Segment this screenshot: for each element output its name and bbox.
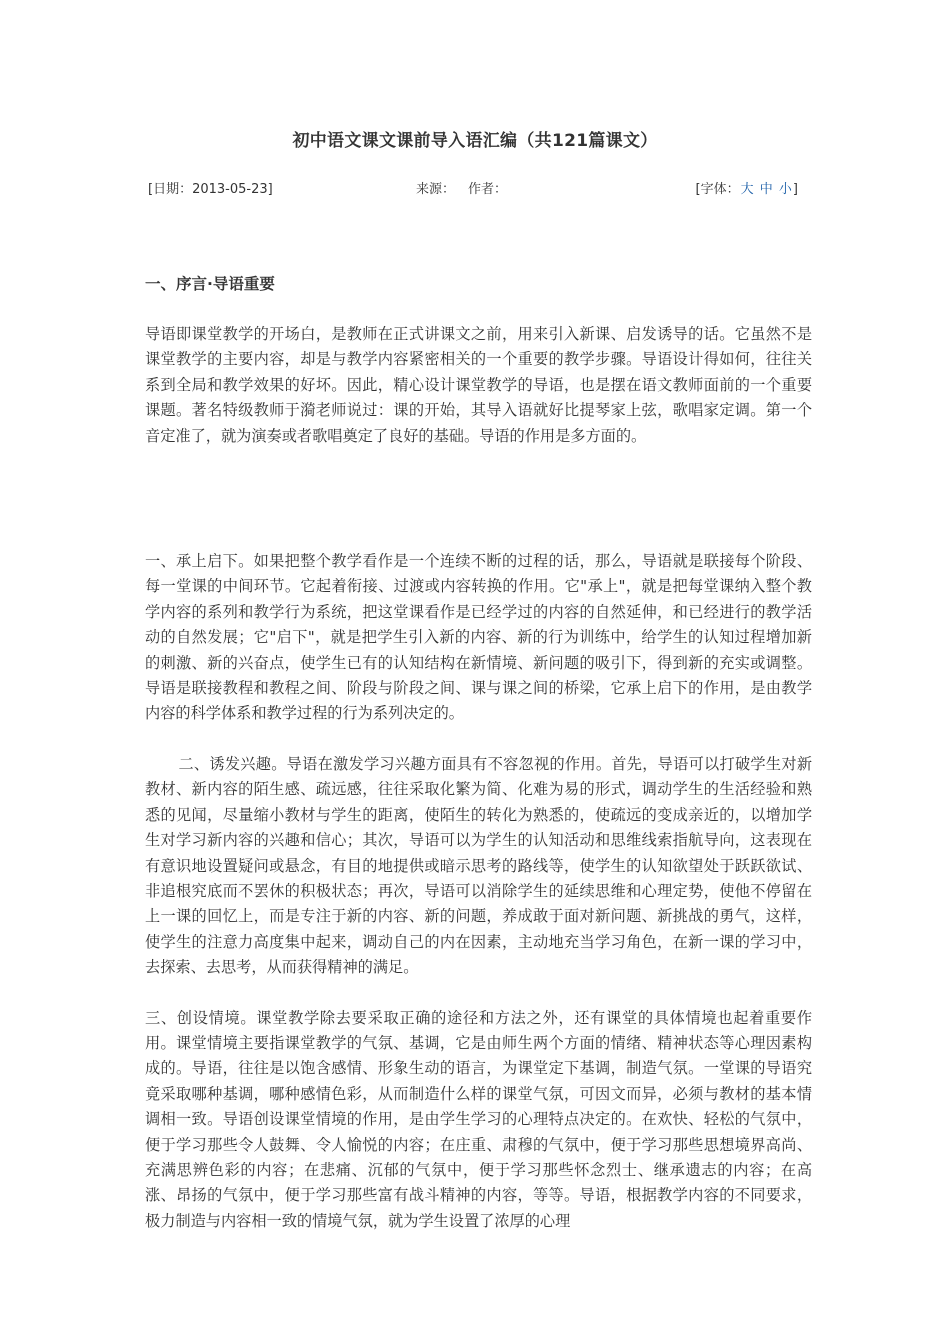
paragraph-three: 三、创设情境。课堂教学除去要采取正确的途径和方法之外，还有课堂的具体情境也起着重要作用。课堂情境主要指课堂教学的气氛、基调，它是由师生两个方面的情绪、精神状态等心理因素构成的。导语，往往是以饱含感情、形象生动的语言，为课堂定下基调，制造气氛。一堂课的导语究竟采取哪种基调，哪种感情色彩，从而制造什么样的课堂气氛，可因文而异，必须与教材的基本情调相一致。导语创设课堂情境的作用，是由学生学习的心理特点决定的。在欢快、轻松的气氛中，便于学习那些令人鼓舞、令人愉悦的内容；在庄重、肃穆的气氛中，便于学习那些思想境界高尚、充满思辨色彩的内容；在悲痛、沉郁的气氛中，便于学习那些怀念烈士、继承遗志的内容；在高涨、昂扬的气氛中，便于学习那些富有战斗精神的内容，等等。导语，根据教学内容的不同要求，极力制造与内容相一致的情境气氛，就为学生设置了浓厚的心理 bbox=[145, 1008, 812, 1230]
page-title: 初中语文课文课前导入语汇编（共121篇课文） bbox=[292, 131, 658, 151]
paragraph-one: 一、承上启下。如果把整个教学看作是一个连续不断的过程的话，那么，导语就是联接每个阶段、每一堂课的中间环节。它起着衔接、过渡或内容转换的作用。它"承上"，就是把每堂课纳入整个教学内容的系列和教学行为系统，把这堂课看作是已经学过的内容的自然延伸，和已经进行的教学活动的自然发展；它"启下"，就是把学生引入新的内容、新的行为训练中，给学生的认知过程增加新的刺激、新的兴奋点，使学生已有的认知结构在新情境、新问题的吸引下，得到新的充实或调整。导语是联接教程和教程之间、阶段与阶段之间、课与课之间的桥梁，它承上启下的作用，是由教学内容的科学体系和教学过程的行为系列决定的。 bbox=[145, 552, 812, 723]
paragraph-intro: 导语即课堂教学的开场白，是教师在正式讲课文之前，用来引入新课、启发诱导的话。它虽然不是课堂教学的主要内容，却是与教学内容紧密相关的一个重要的教学步骤。导语设计得如何，往往关系到全局和教学效果的好坏。因此，精心设计课堂教学的导语，也是摆在语文教师面前的一个重要课题。著名特级教师于漪老师说过：课的开始，其导入语就好比提琴家上弦，歌唱家定调。第一个音定准了，就为演奏或者歌唱奠定了良好的基础。导语的作用是多方面的。 bbox=[145, 325, 812, 445]
font-size-small-link[interactable]: 小 bbox=[778, 182, 792, 197]
font-size-medium-link[interactable]: 中 bbox=[759, 182, 773, 197]
font-size-large-link[interactable]: 大 bbox=[740, 182, 754, 197]
section-heading: 一、序言·导语重要 bbox=[145, 275, 275, 293]
font-size-suffix: ] bbox=[792, 182, 798, 197]
font-size-selector bbox=[696, 178, 798, 197]
article-meta bbox=[148, 178, 808, 198]
article-body bbox=[145, 272, 812, 1234]
source-label: 来源： bbox=[416, 182, 456, 197]
paragraph-two: 二、诱发兴趣。导语在激发学习兴趣方面具有不容忽视的作用。首先，导语可以打破学生对新教材、新内容的陌生感、疏远感，往往采取化繁为简、化难为易的形式，调动学生的生活经验和熟悉的见闻，尽量缩小教材与学生的距离，使陌生的转化为熟悉的，使疏远的变成亲近的，以增加学生对学习新内容的兴趣和信心；其次，导语可以为学生的认知活动和思维线索指航导向，这表现在有意识地设置疑问或悬念，有目的地提供或暗示思考的路线等，使学生的认知欲望处于跃跃欲试、非追根究底而不罢休的积极状态；再次，导语可以消除学生的延续思维和心理定势，使他不停留在上一课的回忆上，而是专注于新的内容、新的问题，养成敢于面对新问题、新挑战的勇气，这样，使学生的注意力高度集中起来，调动自己的内在因素，主动地充当学习角色，在新一课的学习中，去探索、去思考，从而获得精神的满足。 bbox=[145, 754, 812, 977]
font-size-prefix: [字体： bbox=[695, 182, 740, 197]
publish-date: [日期：2013-05-23] bbox=[148, 182, 273, 197]
author-label: 作者： bbox=[468, 182, 508, 197]
